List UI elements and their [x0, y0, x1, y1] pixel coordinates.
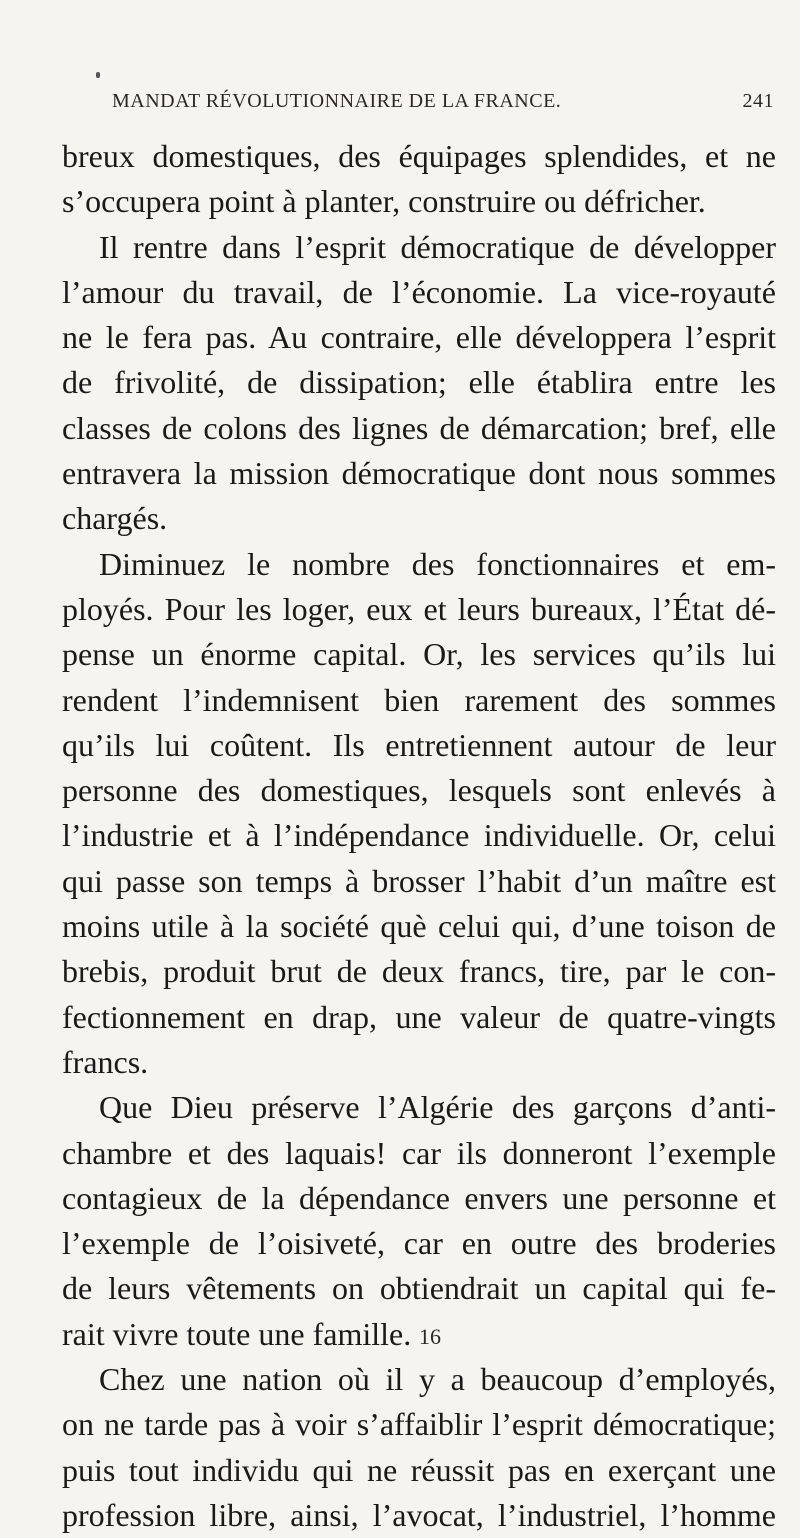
text-line: qui passe son temps à brosser l’habit d’un maître est [62, 862, 776, 899]
text-line: de leurs vêtements on obtiendrait un capital qui fe- [62, 1270, 776, 1307]
text-line: l’exemple de l’oisiveté, car en outre des broderies [62, 1225, 776, 1262]
page-number: 241 [742, 90, 774, 112]
running-header [112, 90, 774, 120]
text-line: s’occupera point à planter, construire ou défricher. [62, 183, 706, 220]
text-line: l’amour du travail, de l’économie. La vice-royauté [62, 273, 776, 310]
text-line: breux domestiques, des équipages splendides, et ne [62, 138, 776, 174]
text-line: fectionnement en drap, une valeur de quatre-vingts [62, 998, 776, 1035]
text-line: chargés. [62, 500, 168, 537]
text-line: Que Dieu préserve l’Algérie des garçons d’anti- [99, 1089, 776, 1126]
text-line: profession libre, ainsi, l’avocat, l’industriel, l’homme [62, 1496, 776, 1533]
text-line: brebis, produit brut de deux francs, tire, par le con- [62, 953, 776, 990]
text-line: puis tout individu qui ne réussit pas en exerçant une [62, 1451, 776, 1488]
text-line: rendent l’indemnisent bien rarement des sommes [62, 681, 776, 718]
text-line: francs. [62, 1043, 149, 1080]
text-line: Chez une nation où il y a beaucoup d’employés, [99, 1361, 776, 1398]
text-line: Diminuez le nombre des fonctionnaires et em- [99, 545, 776, 582]
text-line: qu’ils lui coûtent. Ils entretiennent autour de leur [62, 726, 776, 763]
print-speck [96, 72, 100, 78]
text-line: moins utile à la société què celui qui, d’une toison de [62, 908, 776, 945]
text-line: Il rentre dans l’esprit démocratique de développer [99, 228, 776, 265]
signature-mark: 16 [419, 1324, 441, 1349]
text-line: ployés. Pour les loger, eux et leurs bureaux, l’État dé- [62, 590, 776, 627]
text-line: classes de colons des lignes de démarcation; bref, elle [62, 409, 776, 446]
running-title: MANDAT RÉVOLUTIONNAIRE DE LA FRANCE. [112, 90, 562, 112]
text-line: ne le fera pas. Au contraire, elle développera l’esprit [62, 319, 776, 356]
text-line: on ne tarde pas à voir s’affaiblir l’esprit démocratique; [62, 1406, 776, 1443]
text-line: rait vivre toute une famille. [62, 1315, 412, 1352]
text-line: personne des domestiques, lesquels sont enlevés à [62, 772, 776, 809]
text-line: de frivolité, de dissipation; elle établira entre les [62, 364, 776, 401]
text-line: pense un énorme capital. Or, les services qu’ils lui [62, 636, 776, 673]
text-line: l’industrie et à l’indépendance individuelle. Or, celui [62, 817, 776, 854]
text-line: chambre et des laquais! car ils donneront l’exemple [62, 1134, 776, 1171]
text-line: contagieux de la dépendance envers une personne et [62, 1179, 776, 1216]
text-line: entravera la mission démocratique dont nous sommes [62, 455, 776, 492]
